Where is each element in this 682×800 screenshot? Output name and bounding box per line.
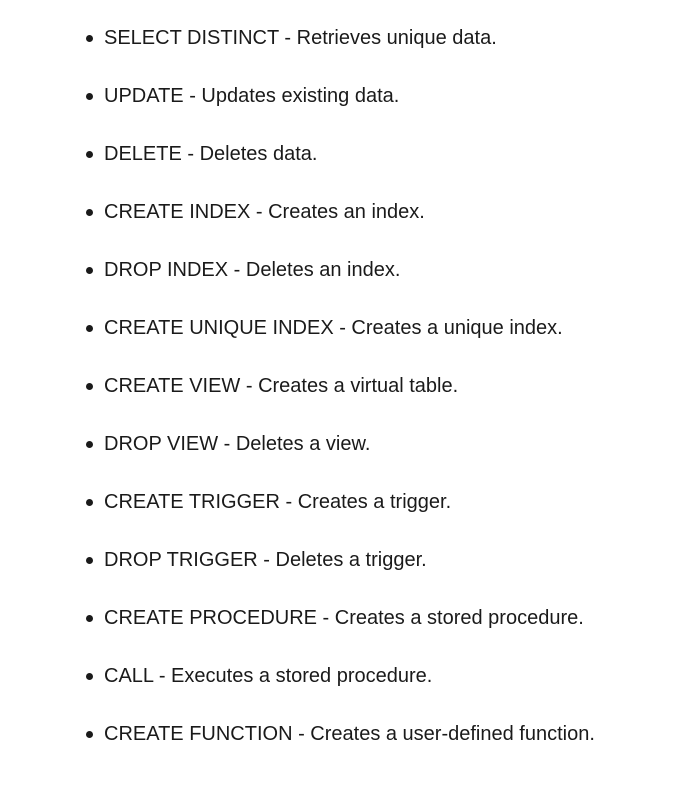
- list-item: SELECT DISTINCT - Retrieves unique data.: [84, 24, 604, 53]
- list-item: CALL - Executes a stored procedure.: [84, 662, 604, 691]
- list-item: CREATE PROCEDURE - Creates a stored procedure.: [84, 604, 604, 633]
- list-item: DROP INDEX - Deletes an index.: [84, 256, 604, 285]
- list-item: DELETE - Deletes data.: [84, 140, 604, 169]
- list-item: DROP TRIGGER - Deletes a trigger.: [84, 546, 604, 575]
- sql-command-list: [84, 24, 604, 749]
- list-item: CREATE FUNCTION - Creates a user-defined function.: [84, 720, 604, 749]
- list-item: DROP VIEW - Deletes a view.: [84, 430, 604, 459]
- list-item: CREATE INDEX - Creates an index.: [84, 198, 604, 227]
- list-item: CREATE UNIQUE INDEX - Creates a unique index.: [84, 314, 604, 343]
- list-item: UPDATE - Updates existing data.: [84, 82, 604, 111]
- list-item: CREATE VIEW - Creates a virtual table.: [84, 372, 604, 401]
- list-item: CREATE TRIGGER - Creates a trigger.: [84, 488, 604, 517]
